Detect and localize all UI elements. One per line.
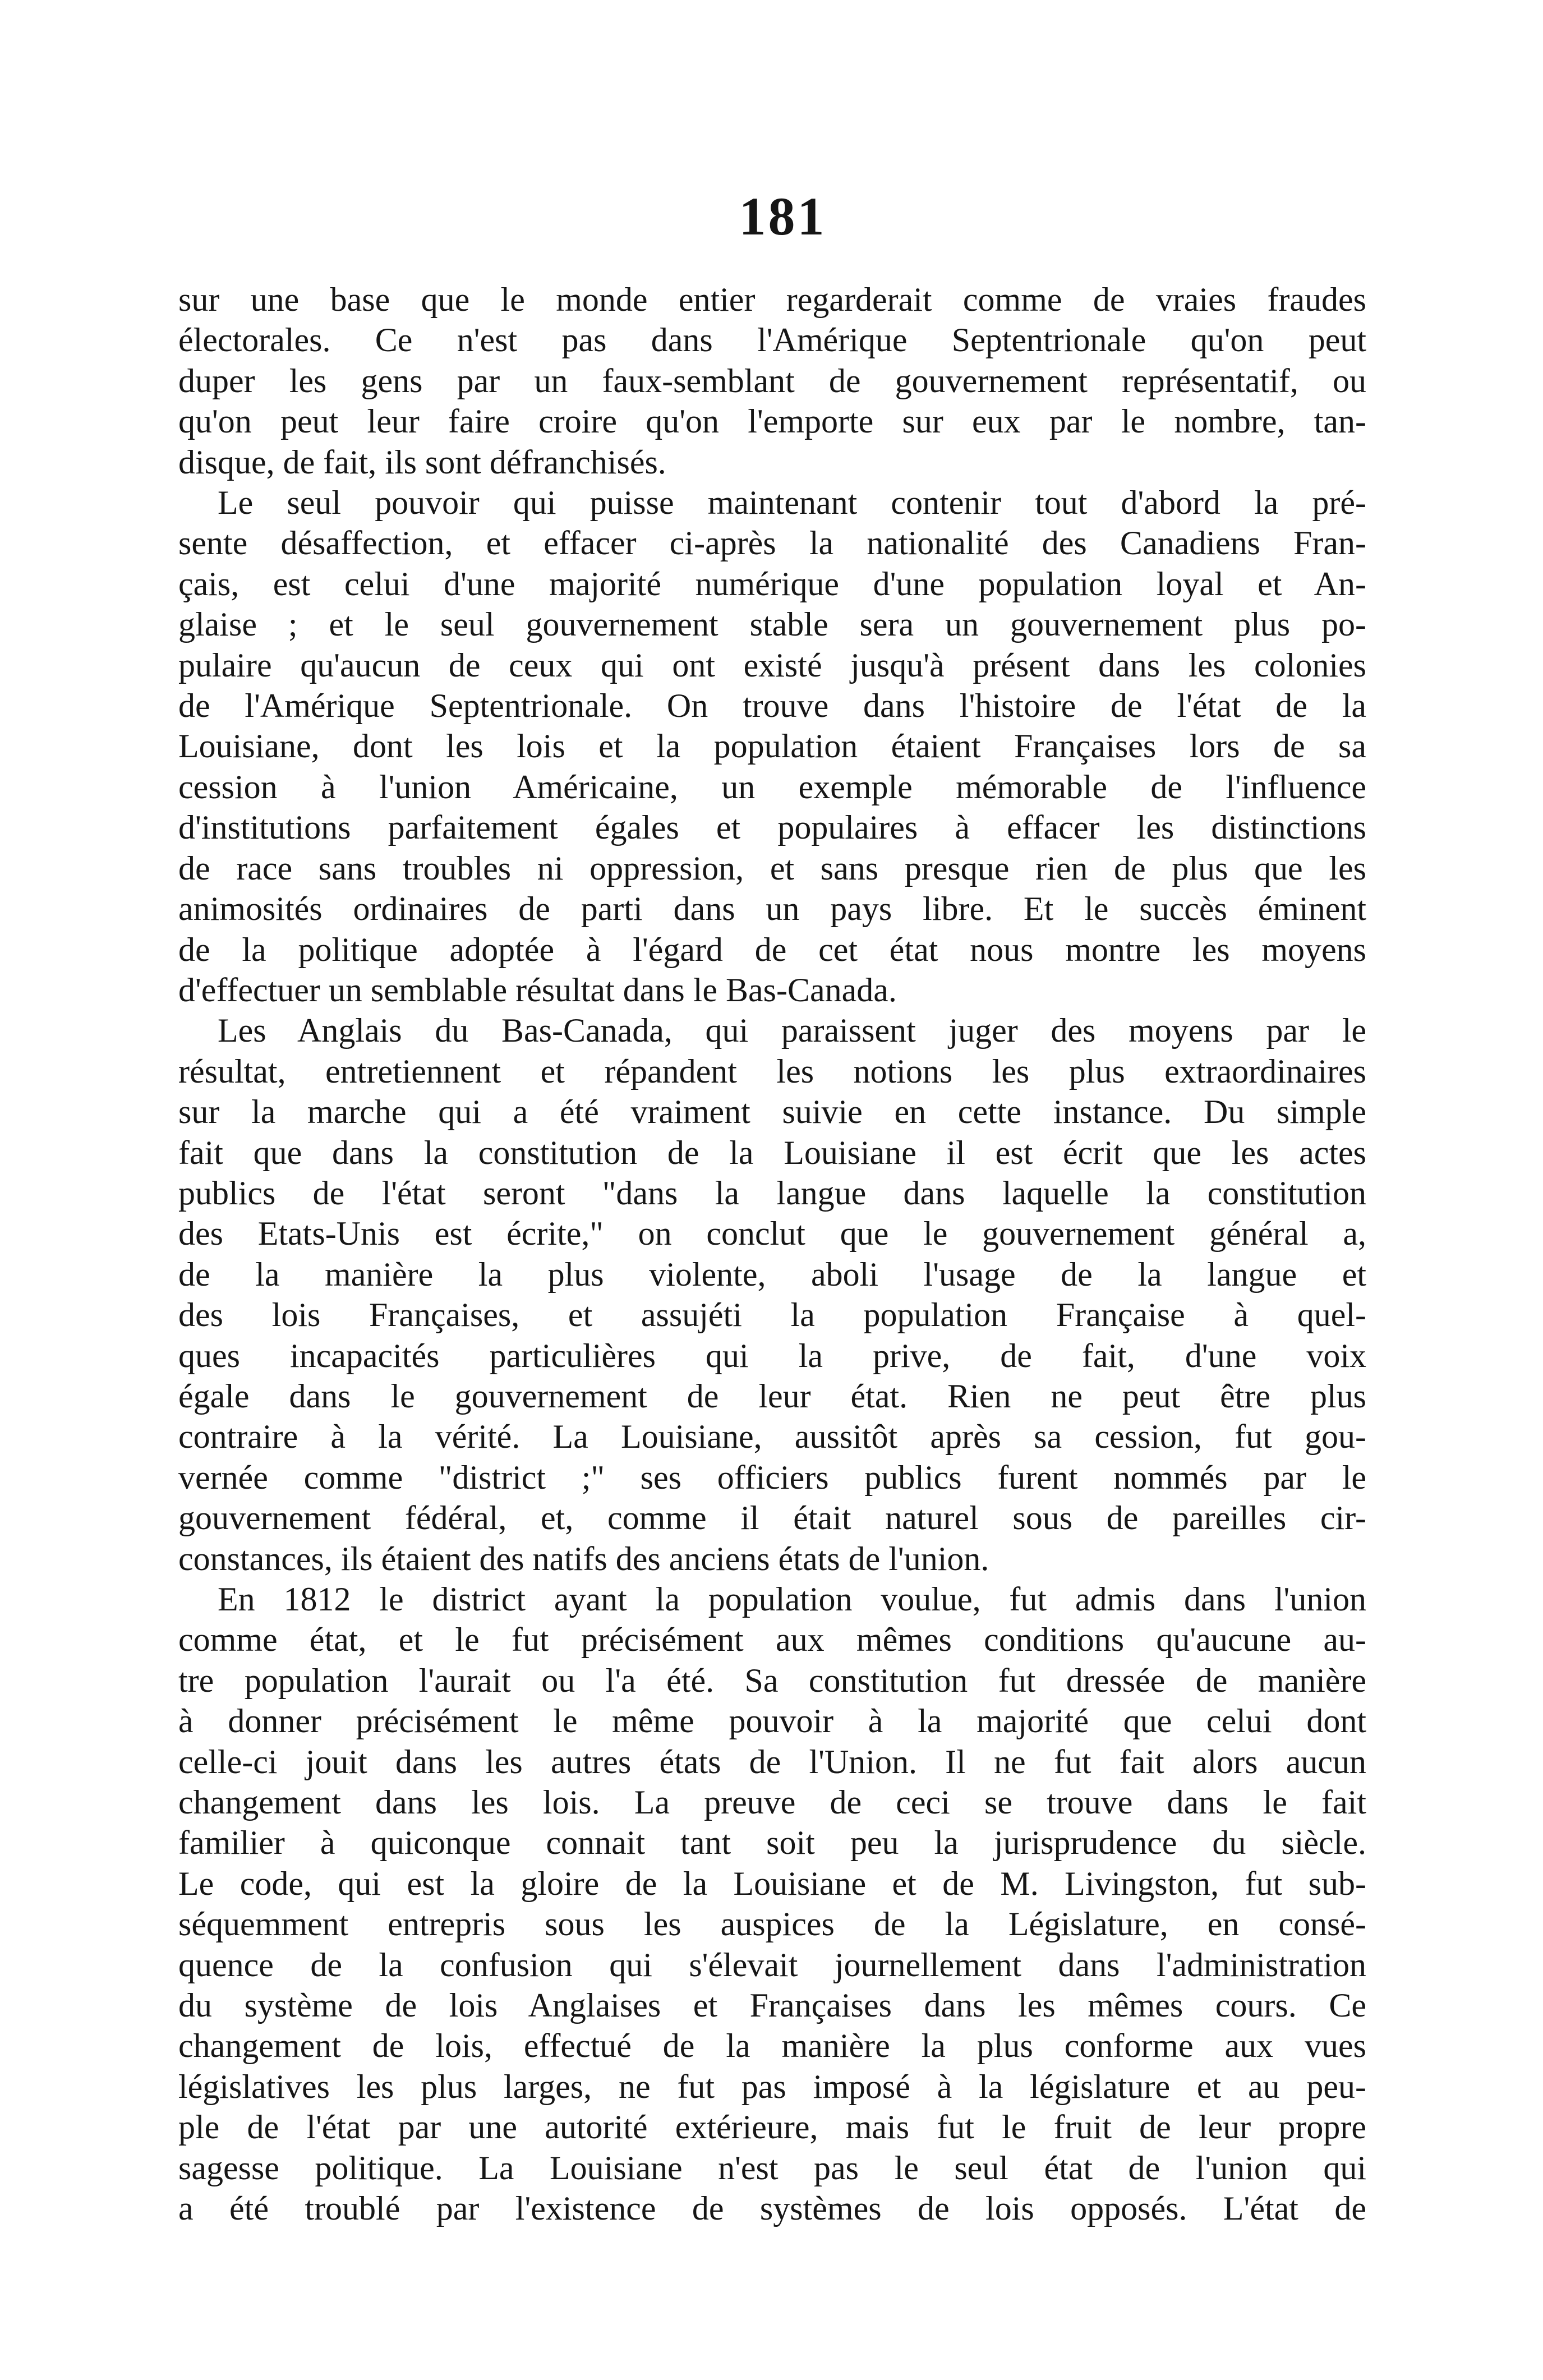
text-line: séquemment entrepris sous les auspices de la Législature, en consé-	[178, 1905, 1366, 1943]
text-line: changement de lois, effectué de la manière la plus conforme aux vues	[178, 2027, 1366, 2065]
text-line: Les Anglais du Bas-Canada, qui paraissent juger des moyens par le	[218, 1012, 1366, 1049]
text-line: législatives les plus larges, ne fut pas imposé à la législature et au peu-	[178, 2068, 1366, 2105]
text-line: résultat, entretiennent et répandent les notions les plus extraordinaires	[178, 1052, 1366, 1090]
text-line: cession à l'union Américaine, un exemple mémorable de l'influence	[178, 768, 1366, 805]
body-text	[178, 279, 1366, 2229]
page-number: 181	[739, 186, 827, 246]
text-line: Le seul pouvoir qui puisse maintenant contenir tout d'abord la pré-	[218, 484, 1366, 522]
text-line: qu'on peut leur faire croire qu'on l'emporte sur eux par le nombre, tan-	[178, 403, 1366, 440]
text-line: gouvernement fédéral, et, comme il était naturel sous de pareilles cir-	[178, 1499, 1366, 1537]
text-line: électorales. Ce n'est pas dans l'Amérique Septentrionale qu'on peut	[178, 321, 1366, 359]
text-line: ques incapacités particulières qui la prive, de fait, d'une voix	[178, 1337, 1366, 1374]
text-line: d'effectuer un semblable résultat dans le Bas-Canada.	[178, 971, 897, 1009]
text-line: pulaire qu'aucun de ceux qui ont existé jusqu'à présent dans les colonies	[178, 646, 1366, 684]
paragraph	[178, 482, 1366, 1010]
text-line: glaise ; et le seul gouvernement stable sera un gouvernement plus po-	[178, 606, 1366, 643]
text-line: constances, ils étaient des natifs des anciens états de l'union.	[178, 1540, 989, 1577]
paragraph	[178, 1579, 1366, 2229]
text-line: quence de la confusion qui s'élevait journellement dans l'administration	[178, 1946, 1366, 1983]
text-line: comme état, et le fut précisément aux mêmes conditions qu'aucune au-	[178, 1621, 1366, 1659]
text-line: de la politique adoptée à l'égard de cet état nous montre les moyens	[178, 931, 1366, 968]
text-line: changement dans les lois. La preuve de ceci se trouve dans le fait	[178, 1784, 1366, 1821]
text-line: vernée comme "district ;" ses officiers publics furent nommés par le	[178, 1458, 1366, 1496]
text-line: Le code, qui est la gloire de la Louisiane et de M. Livingston, fut sub-	[178, 1865, 1366, 1902]
text-line: ple de l'état par une autorité extérieure, mais fut le fruit de leur propre	[178, 2109, 1366, 2146]
text-line: contraire à la vérité. La Louisiane, aussitôt après sa cession, fut gou-	[178, 1418, 1366, 1456]
text-line: En 1812 le district ayant la population voulue, fut admis dans l'union	[218, 1581, 1366, 1618]
text-line: sente désaffection, et effacer ci-après la nationalité des Canadiens Fran-	[178, 524, 1366, 562]
text-line: çais, est celui d'une majorité numérique d'une population loyal et An-	[178, 565, 1366, 602]
text-line: Louisiane, dont les lois et la population étaient Françaises lors de sa	[178, 728, 1366, 765]
text-line: publics de l'état seront "dans la langue dans laquelle la constitution	[178, 1174, 1366, 1212]
text-line: duper les gens par un faux-semblant de gouvernement représentatif, ou	[178, 362, 1366, 399]
text-line: tre population l'aurait ou l'a été. Sa constitution fut dressée de manière	[178, 1661, 1366, 1699]
text-line: a été troublé par l'existence de systèmes de lois opposés. L'état de	[178, 2190, 1366, 2227]
text-line: animosités ordinaires de parti dans un pays libre. Et le succès éminent	[178, 890, 1366, 928]
text-line: fait que dans la constitution de la Louisiane il est écrit que les actes	[178, 1134, 1366, 1171]
text-line: des Etats-Unis est écrite," on conclut que le gouvernement général a,	[178, 1215, 1366, 1253]
paragraph	[178, 279, 1366, 482]
text-line: du système de lois Anglaises et Françaises dans les mêmes cours. Ce	[178, 1987, 1366, 2024]
text-line: disque, de fait, ils sont défranchisés.	[178, 443, 666, 481]
text-line: des lois Françaises, et assujéti la population Française à quel-	[178, 1296, 1366, 1334]
text-line: égale dans le gouvernement de leur état. Rien ne peut être plus	[178, 1377, 1366, 1415]
text-line: familier à quiconque connait tant soit peu la jurisprudence du siècle.	[178, 1824, 1366, 1862]
text-line: à donner précisément le même pouvoir à la majorité que celui dont	[178, 1702, 1366, 1740]
text-line: d'institutions parfaitement égales et populaires à effacer les distinctions	[178, 809, 1366, 846]
text-line: sur une base que le monde entier regarderait comme de vraies fraudes	[178, 281, 1366, 318]
text-line: sagesse politique. La Louisiane n'est pas le seul état de l'union qui	[178, 2149, 1366, 2186]
text-line: celle-ci jouit dans les autres états de l'Union. Il ne fut fait alors aucun	[178, 1743, 1366, 1780]
text-line: de la manière la plus violente, aboli l'usage de la langue et	[178, 1255, 1366, 1293]
paragraph	[178, 1010, 1366, 1579]
text-line: de race sans troubles ni oppression, et sans presque rien de plus que les	[178, 849, 1366, 887]
text-line: sur la marche qui a été vraiment suivie en cette instance. Du simple	[178, 1093, 1366, 1131]
text-line: de l'Amérique Septentrionale. On trouve dans l'histoire de l'état de la	[178, 687, 1366, 725]
